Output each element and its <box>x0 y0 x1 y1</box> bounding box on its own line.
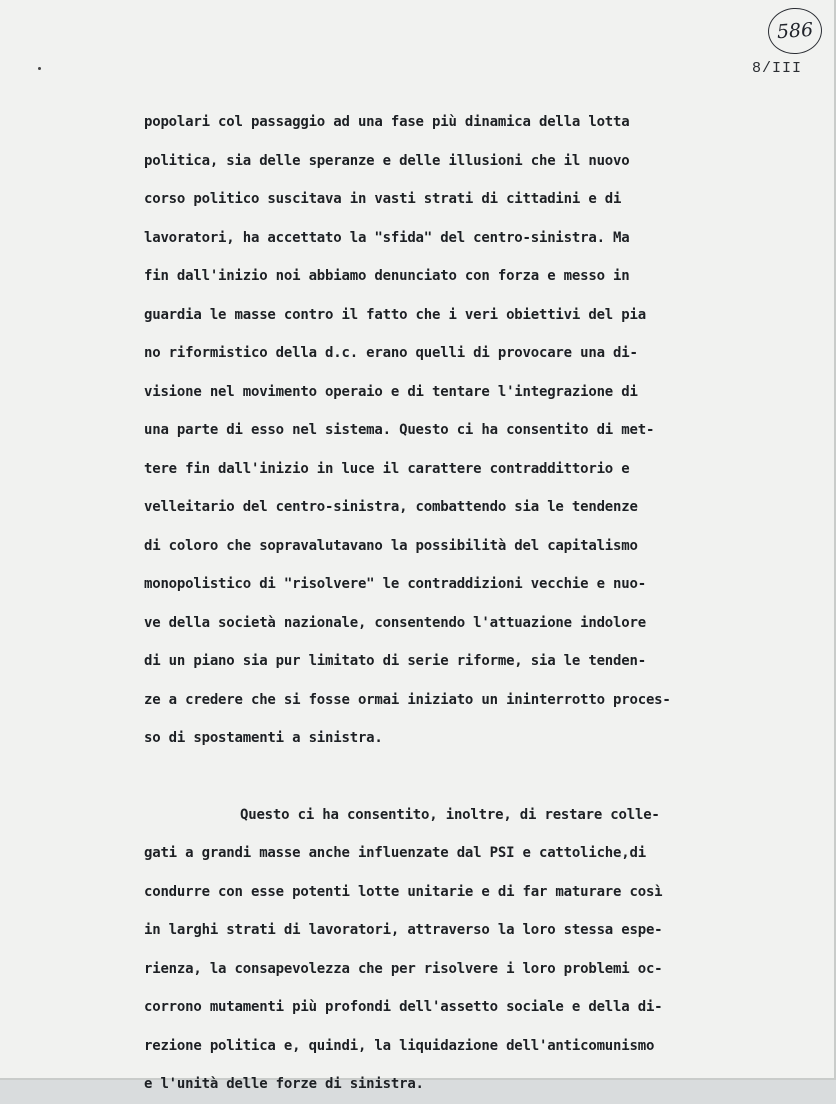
text-line: di un piano sia pur limitato di serie riforme, sia le tenden- <box>144 653 646 669</box>
text-line: corrono mutamenti più profondi dell'assetto sociale e della di- <box>144 999 663 1015</box>
text-line: tere fin dall'inizio in luce il carattere contraddittorio e <box>144 460 630 477</box>
text-line: politica, sia delle speranze e delle illusioni che il nuovo <box>144 152 630 169</box>
text-line: no riformistico della d.c. erano quelli di provocare una di- <box>144 345 638 361</box>
text-line: Questo ci ha consentito, inoltre, di restare colle- <box>240 806 660 823</box>
text-line: guardia le masse contro il fatto che i veri obiettivi del pia <box>144 306 646 323</box>
text-line: e l'unità delle forze di sinistra. <box>144 1076 424 1092</box>
page-number: 8/III <box>752 60 803 77</box>
body-text <box>144 103 774 1104</box>
text-line: lavoratori, ha accettato la "sfida" del centro-sinistra. Ma <box>144 229 630 246</box>
text-line: rienza, la consapevolezza che per risolvere i loro problemi oc- <box>144 960 663 977</box>
text-line: in larghi strati di lavoratori, attraverso la loro stessa espe- <box>144 922 663 938</box>
text-line: una parte di esso nel sistema. Questo ci ha consentito di met- <box>144 422 655 438</box>
text-line: gati a grandi masse anche influenzate dal PSI e cattoliche,di <box>144 845 646 861</box>
text-line: ve della società nazionale, consentendo l'attuazione indolore <box>144 614 646 631</box>
paragraph-2 <box>144 796 774 1104</box>
paragraph-gap <box>144 758 774 796</box>
text-line: di coloro che sopravalutavano la possibilità del capitalismo <box>144 537 638 554</box>
text-line: monopolistico di "risolvere" le contraddizioni vecchie e nuo- <box>144 576 646 592</box>
text-line: velleitario del centro-sinistra, combattendo sia le tendenze <box>144 499 638 515</box>
text-line: visione nel movimento operaio e di tentare l'integrazione di <box>144 383 638 400</box>
archive-stamp <box>766 6 823 56</box>
paragraph-1 <box>144 103 774 758</box>
text-line: rezione politica e, quindi, la liquidazione dell'anticomunismo <box>144 1037 655 1054</box>
speck-mark <box>38 67 41 70</box>
text-line: popolari col passaggio ad una fase più dinamica della lotta <box>144 114 630 130</box>
stamp-number: 586 <box>776 18 814 44</box>
text-line: fin dall'inizio noi abbiamo denunciato con forza e messo in <box>144 268 630 284</box>
text-line: so di spostamenti a sinistra. <box>144 730 383 746</box>
text-line: ze a credere che si fosse ormai iniziato un ininterrotto proces- <box>144 691 671 708</box>
text-line: corso politico suscitava in vasti strati di cittadini e di <box>144 191 622 207</box>
text-line: condurre con esse potenti lotte unitarie e di far maturare così <box>144 883 663 900</box>
